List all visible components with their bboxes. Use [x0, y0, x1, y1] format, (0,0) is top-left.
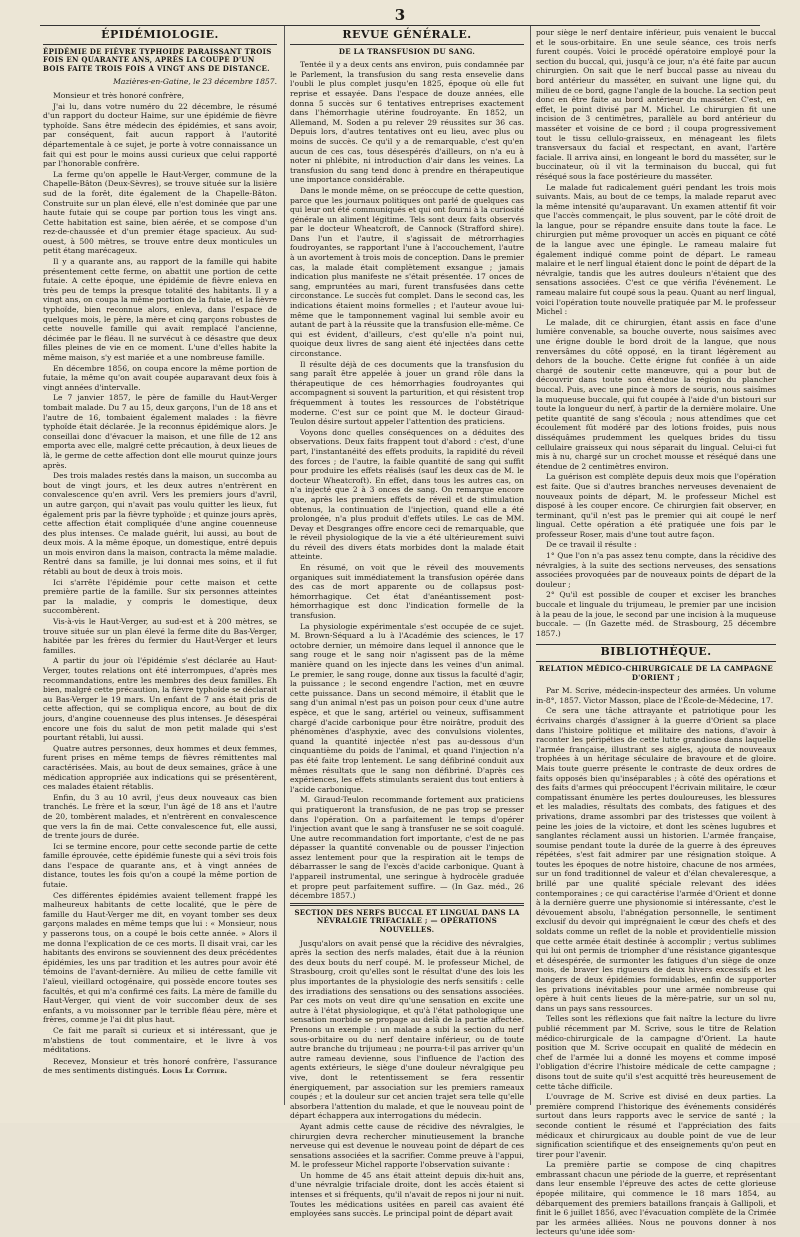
paragraph: Monsieur et très honoré confrère, [53, 90, 185, 100]
section-heading-revue-generale: REVUE GÉNÉRALE. [342, 28, 472, 41]
section-heading-bibliotheque: BIBLIOTHÈQUE. [600, 645, 712, 659]
closing-text: Recevez, Monsieur et très honoré confrère, l'assurance de mes sentiments distingués. [43, 1056, 277, 1076]
paragraph: En décembre 1856, on coupa encore la même portion de futaie, la même qu'on avait coupée auparavant deux fois à vingt années d'intervalle. [43, 363, 277, 392]
section-heading-epidemiologie: ÉPIDÉMIOLOGIE. [101, 28, 219, 41]
paragraph: L'ouvrage de M. Scrive est divisé en deux parties. La première comprend l'historique des événements considérés surtout dans leurs rapports avec le service de santé ; la seconde contient le résumé et l'appréciation des faits médicaux et chirurgicaux au double point de vue de leur signification scientifique et des enseignements qu'on peut en tirer pour l'avenir. [536, 1092, 776, 1159]
paragraph: Il y a quarante ans, au rapport de la famille qui habite présentement cette ferme, on abattit une portion de cette futaie. A cette époque, une épidémie de fièvre enleva en très peu de temps la presque totalité des habitants. Il y a vingt ans, on coupa la même portion de la futaie, et la fièvre typhoïde, bien reconnue alors, enleva, dans l'espace de quelques mois, le père, la mère et cinq garçons robustes de cette nouvelle famille qui avait remplacé l'ancienne, décimée par le fléau. Il ne survécut à ce désastre que deux filles pleines de vie en ce moment. L'une d'elles habite la même maison, s'y est mariée et a une nombreuse famille. [43, 257, 277, 362]
paragraph: Des trois malades restés dans la maison, un succomba au bout de vingt jours, et les deux autres n'entrèrent en convalescence qu'en avril. Vers les premiers jours d'avril, un autre garçon, qui n'avait pas voulu quitter les lieux, fut également pris par la fièvre typhoïde ; et quinze jours après, cette affection était compliquée d'une angine couenneuse des plus intenses. Ce malade guérit, lui aussi, au bout de deux mois. A la même époque, un domestique, entré depuis un mois environ dans la maison, contracta la même maladie. Rentré dans sa famille, je lui donnai mes soins, et il fut rétabli au bout de deux à trois mois. [43, 471, 277, 577]
article-title: RELATION MÉDICO-CHIRURGICALE DE LA CAMPAGNE D'ORIENT ; [538, 664, 774, 682]
paragraph: La première partie se compose de cinq chapitres embrassant chacun une période de la guerre, et représentant dans leur ensemble l'épreuve des actes de cette glorieuse épopée militaire, qui commence le 18 mars 1854, au débarquement des premiers bataillons français à Gallipoli, et finit le 6 juillet 1856, avec l'évacuation complète de la Crimée par les armées alliées. Nous ne pouvons donner à nos lecteurs qu'une idée som- [536, 1160, 776, 1237]
paragraph: Ces différentes épidémies avaient tellement frappé les malheureux habitants de cette localité, que le père de famille du Haut-Verger me dit, en voyant tomber ses deux garçons malades en même temps que lui : « Monsieur, nous y passerons tous, on a coupé le bois cette année. » Alors il me donna l'explication de ce ces morts. Il disait vrai, car les habitants des environs se souviennent des deux précédentes épidémies, les uns par tradition et les autres pour avoir été témoins de l'avant-dernière. Au milieu de cette famille vit l'aïeul, vieillard octogénaire, qui possède encore toutes ses facultés, et qui m'a confirmé ces faits. La mère de famille du Haut-Verger, qui vient de voir succomber deux de ses enfants, a vu moissonner par le terrible fléau père, mère et frères, comme je l'ai dit plus haut. [43, 890, 277, 1025]
paragraph: Dans le monde même, on se préoccupe de cette question, parce que les journaux politiques ont parlé de quelques cas qui leur ont été communiqués et qui ont fourni à la curiosité générale un aliment légitime. Tels sont deux faits observés par le docteur Wheatcroft, de Cannock (Strafford shire). Dans l'un et l'autre, il s'agissait de métrorrhagies foudroyantes, se rapportant l'une à l'accouchement, l'autre à un avortement à trois mois de conception. Dans le premier cas, la malade était complètement exsangue ; jamais indication plus manifeste ne s'était présentée. 17 onces de sang, empruntées au mari, furent transfusées dans cette circonstance. Le succès fut complet. Dans le second cas, les indications étaient moins formelles ; et l'auteur avoue lui-même que le tamponnement vaginal lui semble avoir eu autant de part à la réussite que la transfusion elle-même. Ce qui est évident, d'ailleurs, c'est qu'elle n'a point nui, quoique deux livres de sang aient été injectées dans cette circonstance. [290, 185, 524, 358]
paragraph: A partir du jour où l'épidémie s'est déclarée au Haut-Verger, toutes relations ont été interrompues, d'après mes recommandations, entre les membres des deux familles. Eh bien, malgré cette précaution, la fièvre typhoïde se déclarait au Bas-Verger le 19 mars. Un enfant de 7 ans était pris de cette affection, qui se compliqua encore, au bout de dix jours, d'angine couenneuse des plus intenses. Je désespérai encore une fois du salut de mon petit malade qui s'est pourtant rétabli, lui aussi. [43, 656, 277, 743]
column-separator [284, 26, 285, 1105]
column-left [43, 0, 277, 1123]
paragraph: La ferme qu'on appelle le Haut-Verger, commune de la Chapelle-Bâton (Deux-Sèvres), se trouve située sur la lisière sud de la forêt, dite également de la Chapelle-Bâton. Construite sur un plan élevé, elle n'est dominée que par une haute futaie qui se coupe par portion tous les vingt ans. Cette habitation est saine, bien aérée, et se compose d'un rez-de-chaussée et d'un premier étage spacieux. Au sud-ouest, à 500 mètres, se trouve entre deux monticules un petit étang marécageux. [43, 169, 277, 256]
byline: Par M. Scrive, médecin-inspecteur des armées. Un volume in-8°, 1857. Victor Masson, place de l'École-de-Médecine, 17. [536, 686, 776, 705]
article-continuation [536, 28, 776, 638]
article-title: ÉPIDÉMIE DE FIÈVRE TYPHOIDE PARAISSANT TROIS FOIS EN QUARANTE ANS, APRÈS LA COUPE D'UN BOIS FAITE TROIS FOIS A VINGT ANS DE DISTANCE. [43, 46, 272, 73]
column-middle [290, 0, 524, 1219]
paragraph: M. Giraud-Teulon recommande fortement aux praticiens qui pratiqueront la transfusion, de ne pas trop se presser dans l'opération. On a parfaitement le temps d'opérer l'injection avant que le sang à transfuser ne se soit coagulé. Une autre recommandation fort importante, c'est de ne pas dépasser la quantité convenable ou de pousser l'injection assez lentement pour que la respiration ait le temps de débarrasser le sang de l'excès d'acide carbonique. Quant à l'appareil instrumental, une seringue à hydrocèle graduée et propre peut parfaitement suffire. — (In Gaz. méd., 26 décembre 1857.) [290, 795, 524, 901]
paragraph: Il résulte déjà de ces documents que la transfusion du sang paraît être appelée à jouer un grand rôle dans la thérapeutique de ces hémorrhagies foudroyantes qui accompagnent si souvent la parturition, et qui résistent trop fréquemment à toutes les ressources de l'obstétrique moderne. C'est sur ce point que M. le docteur Giraud-Teulon désire surtout appeler l'attention des praticiens. [290, 359, 524, 427]
paragraph: 2° Qu'il est possible de couper et exciser les branches buccale et linguale du trijumeau, le premier par une incision à la peau de la joue, le second par une incision à la muqueuse buccale. — (In Gazette méd. de Strasbourg, 25 décembre 1857.) [536, 590, 776, 638]
article-body [43, 91, 277, 1055]
paragraph: J'ai lu, dans votre numéro du 22 décembre, le résumé d'un rapport du docteur Haime, sur une épidémie de fièvre typhoïde. Sans être médecin des épidémies, et sans avoir, par conséquent, fait aucun rapport à l'autorité départementale à ce sujet, je porte à votre connaissance un fait qui est pour le moins aussi curieux que celui rapporté par l'honorable confrère. [43, 101, 277, 169]
paragraph: Voyons donc quelles conséquences on a déduites des observations. Deux faits frappent tout d'abord : c'est, d'une part, l'instantanéité des effets produits, la rapidité du réveil des forces ; de l'autre, la faible quantité de sang qui suffit pour produire les effets réalisés (sauf les deux cas de M. le docteur Wheatcroft). En effet, dans tous les autres cas, on n'a injecté que 2 à 3 onces de sang. On remarque encore que, après les premiers effets de réveil et de stimulation obtenus, la continuation de l'injection, quand elle a été prolongée, n'a plus produit d'effets utiles. Le cas de MM. Devay et Desgranges offre encore ceci de remarquable, que le réveil physiologique de la vie a été ultérieurement suivi du réveil des divers états morbides dont la malade était atteinte. [290, 427, 524, 562]
article-body [290, 60, 524, 901]
divider [290, 903, 524, 906]
signature: Louis Le Cottier. [162, 1066, 228, 1076]
paragraph: Tentée il y a deux cents ans environ, puis condamnée par le Parlement, la transfusion du sang resta ensevelie dans l'oubli le plus complet jusqu'en 1825, époque où elle fut reprise et essayée. Dans l'espace de douze années, elle donna 5 succès sur 6 tentatives entreprises exactement dans l'hémorrhagie utérine foudroyante. En 1852, un Allemand, M. Soden a pu relever 29 réussites sur 36 cas. Depuis lors, d'autres tentatives ont eu lieu, avec plus ou moins de succès. Ce qu'il y a de remarquable, c'est qu'en aucun de ces cas, tous désespérés d'ailleurs, on n'a eu à noter ni phlébite, ni introduction d'air dans les veines. La transfusion du sang tend donc à prendre en thérapeutique une importance considérable. [290, 60, 524, 185]
divider [536, 661, 776, 662]
dateline: Mazières-en-Gatine, le 23 décembre 1857. [113, 77, 277, 87]
column-right [536, 0, 776, 1237]
page-number: 3 [394, 6, 406, 24]
paragraph: Ayant admis cette cause de récidive des névralgies, le chirurgien devra rechercher minutieusement la branche nerveuse qui est devenue le nouveau point de départ de ces sensations associées et la sacrifier. Comme preuve à l'appui, M. le professeur Michel rapporte l'observation suivante : [290, 1121, 524, 1170]
paragraph: Ici s'arrête l'épidémie pour cette maison et cette première partie de la famille. Sur six personnes atteintes par la maladie, y compris le domestique, deux succombèrent. [43, 577, 277, 616]
paragraph: pour siège le nerf dentaire inférieur, puis venaient le buccal et le sous-orbitaire. En une seule séance, ces trois nerfs furent coupés. Voici le procédé opératoire employé pour la section du buccal, qui, jusqu'à ce jour, n'a été faite par aucun chirurgien. On sait que le nerf buccal passe au niveau du bord antérieur du masséter, en suivant une ligne qui, du milieu de ce bord, gagne l'angle de la bouche. La section peut donc en être faite au bord antérieur du masséter. C'est, en effet, le point divisé par M. Michel. Le chirurgien fit une incision de 3 centimètres, parallèle au bord antérieur du masséter et voisine de ce bord ; il coupa progressivement tout le tissu cellulo-graisseux, en ménageant les filets transversaux du facial et respectant, en avant, l'artère faciale. Il arriva ainsi, en longeant le bord du masséter, sur le buccinateur, où il vit la terminaison du buccal, qui fut réséqué sous la face postérieure du masséter. [536, 28, 776, 181]
article-title: DE LA TRANSFUSION DU SANG. [338, 46, 476, 56]
article-body [536, 706, 776, 1237]
paragraph: Le 7 janvier 1857, le père de famille du Haut-Verger tombait malade. Du 7 au 15, deux garçons, l'un de 18 ans et l'autre de 16, tombaient également malades : la fièvre typhoïde était déclarée. Je la reconnus épidémique alors. Je conseillai donc d'évacuer la maison, et une fille de 12 ans emporta avec elle, malgré cette précaution, à deux lieues de là, le germe de cette affection dont elle mourut quinze jours après. [43, 393, 277, 470]
paragraph: Jusqu'alors on avait pensé que la récidive des névralgies, après la section des nerfs malades, était due à la réunion des deux bouts du nerf coupé. M. le professeur Michel, de Strasbourg, croit qu'elles sont le résultat d'une des lois les plus importantes de la physiologie des nerfs sensitifs : celle des irradiations des sensations ou des sensations associées. Par ces mots on veut dire qu'une sensation en excite une autre à l'état physiologique, et qu'à l'état pathologique une sensation morbide se propage au delà de la partie affectée. Prenons un exemple : un malade a subi la section du nerf sous-orbitaire ou du nerf dentaire inférieur, ou de toute autre branche du trijumeau ; ne pourra-t-il pas arriver qu'un autre rameau devienne, sous l'influence de l'action des agents extérieurs, le siège d'une douleur névralgique peu vive, dont le retentissement se fera ressentir énergiquement, par association sur les premiers rameaux coupés ; et la douleur sur cet ancien trajet sera telle qu'elle absorbera l'attention du malade, et que le nouveau point de départ échappera aux interrogations du médecin. [290, 938, 524, 1121]
paragraph: Vis-à-vis le Haut-Verger, au sud-est et à 200 mètres, se trouve située sur un plan élevé la ferme dite du Bas-Verger, habitée par les frères du fermier du Haut-Verger et leurs familles. [43, 617, 277, 655]
divider [290, 44, 524, 45]
closing [43, 1057, 277, 1076]
paragraph: Quatre autres personnes, deux hommes et deux femmes, furent prises en même temps de fièvres rémittentes mal caractérisées. Mais, au bout de deux semaines, grâce à une médication appropriée aux indications qui se présentèrent, ces malades étaient rétablis. [43, 743, 277, 792]
divider [43, 44, 277, 45]
paragraph: Le malade, dit ce chirurgien, étant assis en face d'une lumière convenable, sa bouche ouverte, nous saisîmes avec une érigne double le bord droit de la langue, que nous renversâmes du côté opposé, en la tirant légèrement au dehors de la bouche. Cette érigne fut confiée à un aide chargé de soutenir cette manœuvre, qui a pour but de découvrir dans toute son étendue la région du plancher buccal. Puis, avec une pince à mors de souris, nous saisîmes la muqueuse buccale, qui fut coupée à l'aide d'un bistouri sur toute la longueur du nerf, à partir de la dernière molaire. Une petite quantité de sang s'écoula ; nous attendîmes que cet écoulement fût modéré par des lotions froides, puis nous disséquâmes prudemment les quelques brides du tissu cellulaire graisseux qui nous séparait du lingual. Celui-ci fut mis à nu, chargé sur un crochet mousse et réséqué dans une étendue de 2 centimètres environ. [536, 317, 776, 471]
paragraph: Ici se termine encore, pour cette seconde partie de cette famille éprouvée, cette épidémie funeste qui a sévi trois fois dans l'espace de quarante ans, et à vingt années de distance, toutes les fois qu'on a coupé la même portion de futaie. [43, 841, 277, 890]
paragraph: Ce sera une tâche attrayante et patriotique pour les écrivains chargés d'assigner à la guerre d'Orient sa place dans l'histoire politique et militaire des nations, d'avoir à raconter les péripéties de cette lutte grandiose dans laquelle l'armée française, illustrant ses aigles, ajouta de nouveaux trophées à un héritage séculaire de bravoure et de gloire. Mais toute guerre présente le contraste de deux ordres de faits opposés bien qu'inséparables ; à côté des opérations et des faits d'armes qui préoccupent l'écrivain militaire, le cœur compatissant énumère les pertes douloureuses, les blessures et les maladies, résultats des combats, des fatigues et des privations, drame assombri par des tristesses que voilent à peine les joies de la victoire, et dont les scènes lugubres et sanglantes réclament aussi un historien. L'armée française, soumise pendant toute la durée de la guerre à des épreuves répétées, s'est fait admirer par une résignation stoïque. A toutes les époques de notre histoire, chacune de nos armées, sur un fond traditionnel de valeur et d'élan chevaleresque, a brillé par une qualité spéciale relevant des idées contemporaines ; ce qui caractérise l'armée d'Orient et donne à la dernière guerre une physionomie si intéressante, c'est le dévouement absolu, l'abnégation personnelle, le sentiment exclusif du devoir qui imprégnaient le cœur des chefs et des soldats comme un reflet de la noble et providentielle mission que cette armée était destinée à accomplir ; vertus sublimes qui lui ont permis de triompher d'une résistance gigantesque et désespérée, de surmonter les fatigues d'un siège de onze mois, de braver les rigueurs de deux hivers excessifs et les dangers de deux épidémies formidables, enfin de supporter les privations inévitables pour une armée nombreuse qui opère à huit cents lieues de la mère-patrie, sur un sol nu, dans un pays sans ressources. [536, 706, 776, 1013]
paragraph: Un homme de 45 ans était atteint depuis dix-huit ans, d'une névralgie trifaciale droite, dont les accès étaient si intenses et si fréquents, qu'il n'avait de repos ni jour ni nuit. Toutes les médications usitées en pareil cas avaient été employées sans succès. Le principal point de départ avait [290, 1170, 524, 1219]
paragraph: 1° Que l'on n'a pas assez tenu compte, dans la récidive des névralgies, à la suite des sections nerveuses, des sensations associées provoquées par de nouveaux points de départ de la douleur ; [536, 551, 776, 589]
article-title: SECTION DES NERFS BUCCAL ET LINGUAL DANS LA NÉVRALGIE TRIFACIALE ; — OPÉRATIONS NOUVELLES. [294, 907, 520, 935]
paragraph: Ce fait me paraît si curieux et si intéressant, que je m'abstiens de tout commentaire, et le livre à vos méditations. [43, 1025, 277, 1055]
article-body [290, 939, 524, 1219]
column-separator [530, 26, 531, 1105]
paragraph: De ce travail il résulte : [546, 540, 637, 550]
paragraph: En résumé, on voit que le réveil des mouvements organiques suit immédiatement la transfusion opérée dans des cas de mort apparente ou de collapsus post-hémorrhagique. Cet état d'anéantissement post-hémorrhagique est donc l'indication formelle de la transfusion. [290, 563, 524, 621]
paragraph: La physiologie expérimentale s'est occupée de ce sujet. M. Brown-Séquard a lu à l'Académie des sciences, le 17 octobre dernier, un mémoire dans lequel il annonce que le sang rouge et le sang noir n'agissent pas de la même manière quand on les injecte dans les veines d'un animal. Le premier, le sang rouge, donne aux tissus la faculté d'agir, la puissance ; le second engendre l'action, met en œuvre cette puissance. Dans un second mémoire, il établit que le sang d'un animal n'est pas un poison pour ceux d'une autre espèce, et que le sang, artériel ou veineux, suffisamment chargé d'acide carbonique pour être noirâtre, produit des phénomènes d'asphyxie, avec des convulsions violentes, quand la quantité injectée n'est pas au-dessous d'un cinquantième du poids de l'animal, et quand l'injection n'a pas été faite trop lentement. Le sang défibriné conduit aux mêmes résultats que le sang non défibriné. D'après ces expériences, les effets stimulants seraient dus tout entiers à l'acide carbonique. [290, 621, 524, 794]
paragraph: Telles sont les réflexions que fait naître la lecture du livre publié récemment par M. Scrive, sous le titre de Relation médico-chirurgicale de la campagne d'Orient. La haute position que M. Scrive occupait en qualité de médecin en chef de l'armée lui a donné les moyens et comme imposé l'obligation d'écrire l'histoire médicale de cette campagne ; disons tout de suite qu'il s'est acquitté très heureusement de cette tâche difficile. [536, 1014, 776, 1091]
paragraph: Enfin, du 3 au 10 avril, j'eus deux nouveaux cas bien tranchés. Le frère et la sœur, l'un âgé de 18 ans et l'autre de 20, tombèrent malades, et n'entrèrent en convalescence que vers la fin de mai. Cette convalescence fut, elle aussi, de trente jours de durée. [43, 792, 277, 841]
paragraph: Le malade fut radicalement guéri pendant les trois mois suivants. Mais, au bout de ce temps, la malade reparut avec la même intensité qu'auparavant. Un examen attentif fit voir que l'accès commençait, le plus souvent, par le côté droit de la langue, pour se répandre ensuite dans toute la face. Le chirurgien put même provoquer un accès en piquant ce côté de la langue avec une épingle. Le rameau malaire fut également indiqué comme point de départ. Le rameau malaire et le nerf lingual étaient donc le point de départ de la névralgie, tandis que les autres douleurs n'étaient que des sensations associées. C'est ce que vérifia l'événement. Le rameau malaire fut coupé sous la peau. Quant au nerf lingual, voici l'opération toute nouvelle pratiquée par M. le professeur Michel : [536, 182, 776, 317]
paragraph: La guérison est complète depuis deux mois que l'opération est faite. Que si d'autres branches nerveuses devenaient de nouveaux points de départ, M. le professeur Michel est disposé à les couper encore. Ce chirurgien fait observer, en terminant, qu'il n'est pas le premier qui ait coupé le nerf lingual. Cette opération a été pratiquée une fois par le professeur Roser, mais d'une tout autre façon. [536, 472, 776, 539]
